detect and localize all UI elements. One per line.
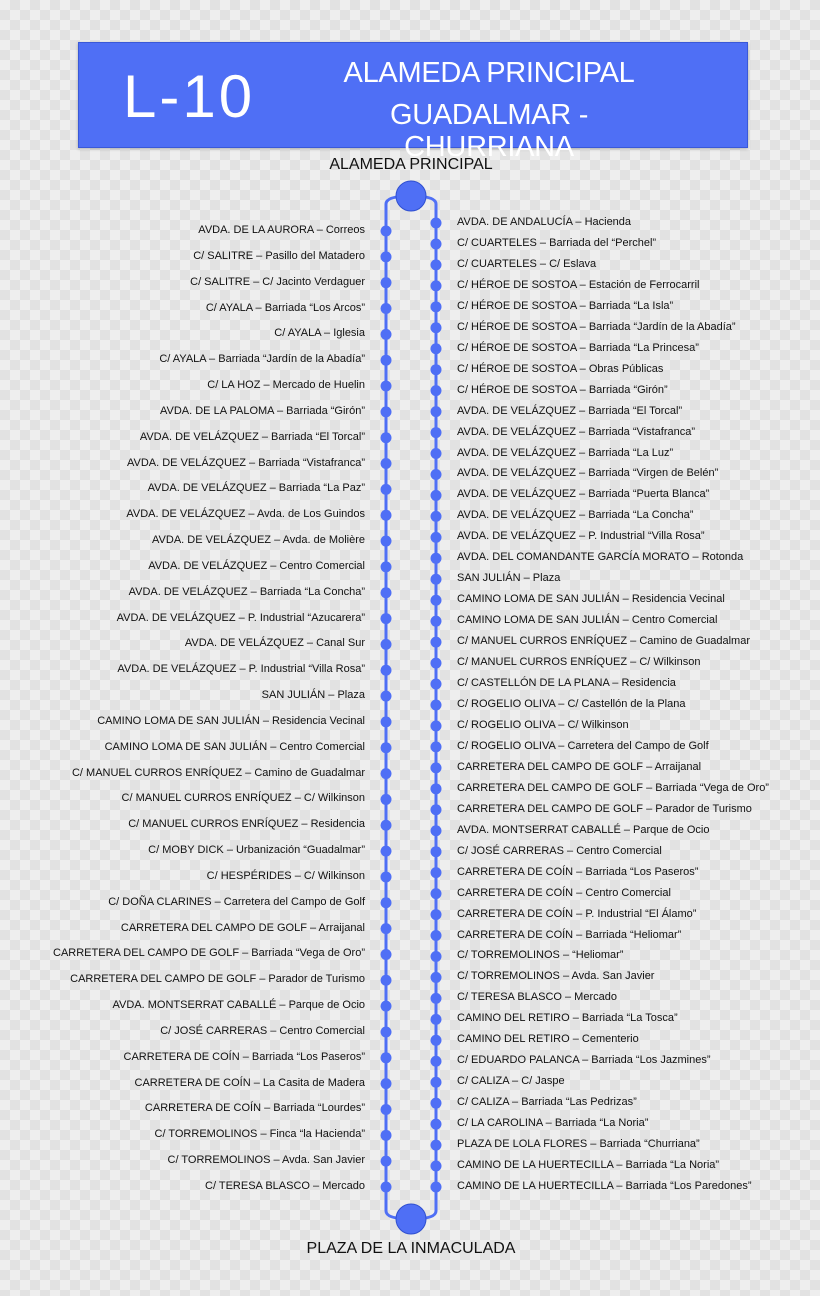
stop-label-left: SAN JULIÁN – Plaza (261, 689, 365, 702)
stop-label-right: AVDA. DE VELÁZQUEZ – Barriada “La Concha” (457, 509, 694, 522)
stop-marker-left (381, 561, 392, 572)
stop-marker-right (431, 1119, 442, 1130)
stop-marker-right (431, 616, 442, 627)
stop-label-left: CAMINO LOMA DE SAN JULIÁN – Centro Comercial (104, 740, 365, 753)
stop-label-right: C/ HÉROE DE SOSTOA – Estación de Ferrocarril (457, 278, 700, 291)
stop-marker-right (431, 1077, 442, 1088)
stop-marker-right (431, 720, 442, 731)
stop-label-left: CARRETERA DEL CAMPO DE GOLF – Arraijanal (120, 921, 365, 934)
stop-marker-left (381, 251, 392, 262)
stop-marker-right (431, 679, 442, 690)
stop-label-right: C/ CUARTELES – C/ Eslava (457, 257, 597, 270)
stop-label-right: C/ MANUEL CURROS ENRÍQUEZ – Camino de Guadalmar (457, 635, 751, 648)
stop-label-right: CARRETERA DEL CAMPO DE GOLF – Parador de Turismo (457, 802, 752, 815)
stops-right-list (457, 0, 797, 1296)
stop-label-left: CARRETERA DEL CAMPO DE GOLF – Parador de Turismo (70, 973, 365, 986)
stop-marker-right (431, 867, 442, 878)
stop-label-left: C/ MANUEL CURROS ENRÍQUEZ – Residencia (128, 818, 365, 831)
stop-label-right: C/ ROGELIO OLIVA – C/ Wilkinson (457, 718, 629, 731)
stop-marker-right (431, 532, 442, 543)
stop-marker-right (431, 846, 442, 857)
stop-label-left: C/ HESPÉRIDES – C/ Wilkinson (206, 869, 365, 882)
stop-marker-right (431, 427, 442, 438)
stop-label-right: C/ TERESA BLASCO – Mercado (457, 991, 617, 1004)
stop-label-right: C/ CUARTELES – Barriada del “Perchel” (457, 236, 657, 249)
stop-marker-left (381, 820, 392, 831)
stop-label-left: C/ JOSÉ CARRERAS – Centro Comercial (160, 1024, 365, 1037)
stop-label-left: CARRETERA DE COÍN – La Casita de Madera (134, 1076, 365, 1089)
stop-marker-left (381, 639, 392, 650)
stop-marker-right (431, 406, 442, 417)
stop-marker-right (431, 574, 442, 585)
stop-marker-left (381, 226, 392, 237)
stop-marker-right (431, 385, 442, 396)
stop-label-right: C/ ROGELIO OLIVA – Carretera del Campo de Golf (457, 739, 709, 752)
stop-label-right: C/ LA CAROLINA – Barriada “La Noria” (457, 1117, 649, 1130)
stop-label-left: CARRETERA DE COÍN – Barriada “Lourdes” (144, 1102, 365, 1115)
stop-label-right: C/ HÉROE DE SOSTOA – Barriada “Jardín de la Abadía” (457, 320, 736, 333)
stop-marker-right (431, 972, 442, 983)
stop-marker-right (431, 762, 442, 773)
stop-label-right: CAMINO LOMA DE SAN JULIÁN – Residencia Vecinal (457, 593, 725, 606)
stop-marker-right (431, 595, 442, 606)
terminus-end-marker (396, 1204, 426, 1234)
stop-marker-right (431, 658, 442, 669)
stop-label-left: AVDA. DE VELÁZQUEZ – Barriada “La Concha” (128, 585, 365, 598)
stop-marker-right (431, 909, 442, 920)
stop-label-left: C/ SALITRE – Pasillo del Matadero (193, 249, 365, 262)
stop-label-right: C/ HÉROE DE SOSTOA – Barriada “La Isla” (457, 299, 674, 312)
stop-marker-left (381, 277, 392, 288)
stop-marker-left (381, 949, 392, 960)
route-name-line-2: GUADALMAR - CHURRIANA (389, 99, 589, 163)
line-code: L-10 (123, 63, 256, 130)
stop-marker-right (431, 322, 442, 333)
stop-label-right: AVDA. DE VELÁZQUEZ – Barriada “Virgen de Belén” (457, 467, 719, 480)
stop-marker-right (431, 364, 442, 375)
stop-marker-left (381, 432, 392, 443)
stop-marker-left (381, 923, 392, 934)
stop-marker-left (381, 975, 392, 986)
stop-label-right: AVDA. DE VELÁZQUEZ – Barriada “Puerta Blanca” (457, 488, 710, 501)
stop-label-right: CAMINO DE LA HUERTECILLA – Barriada “La Noria” (457, 1159, 720, 1172)
stop-label-right: AVDA. DE ANDALUCÍA – Hacienda (457, 216, 632, 228)
stop-label-right: AVDA. DE VELÁZQUEZ – Barriada “El Torcal” (457, 404, 683, 417)
stop-label-right: AVDA. MONTSERRAT CABALLÉ – Parque de Ocio (457, 823, 710, 836)
stop-label-left: C/ TORREMOLINOS – Finca “la Hacienda” (154, 1128, 365, 1141)
stop-label-left: AVDA. DE LA AURORA – Correos (198, 224, 365, 236)
stop-marker-right (431, 1098, 442, 1109)
stop-label-left: AVDA. DE VELÁZQUEZ – Canal Sur (184, 637, 365, 650)
stop-label-left: C/ MANUEL CURROS ENRÍQUEZ – Camino de Guadalmar (71, 766, 365, 779)
stop-marker-right (431, 448, 442, 459)
stop-label-right: CARRETERA DE COÍN – Barriada “Los Paseros” (457, 865, 699, 878)
stop-marker-left (381, 1104, 392, 1115)
stop-label-right: C/ CASTELLÓN DE LA PLANA – Residencia (457, 677, 676, 690)
stop-label-left: CARRETERA DE COÍN – Barriada “Los Paseros” (123, 1050, 365, 1063)
stop-marker-left (381, 768, 392, 779)
stop-label-left: AVDA. DE VELÁZQUEZ – Centro Comercial (148, 559, 365, 572)
stop-label-right: C/ HÉROE DE SOSTOA – Barriada “La Princesa” (457, 341, 699, 354)
stop-marker-right (431, 1140, 442, 1151)
stop-label-right: AVDA. DE VELÁZQUEZ – P. Industrial “Villa Rosa” (457, 530, 705, 543)
stop-marker-left (381, 691, 392, 702)
stop-label-right: PLAZA DE LOLA FLORES – Barriada “Churriana” (457, 1138, 700, 1151)
stop-marker-right (431, 280, 442, 291)
stop-marker-right (431, 1014, 442, 1025)
stop-label-right: C/ EDUARDO PALANCA – Barriada “Los Jazmines” (457, 1054, 711, 1067)
route-name-line-1: ALAMEDA PRINCIPAL (343, 57, 635, 89)
stop-label-left: C/ MANUEL CURROS ENRÍQUEZ – C/ Wilkinson (121, 792, 365, 805)
stop-marker-left (381, 716, 392, 727)
stop-marker-left (381, 1026, 392, 1037)
stop-marker-right (431, 469, 442, 480)
stop-marker-right (431, 993, 442, 1004)
stop-label-left: AVDA. DE VELÁZQUEZ – P. Industrial “Villa Rosa” (117, 663, 365, 676)
stop-marker-left (381, 1078, 392, 1089)
stop-marker-right (431, 511, 442, 522)
stop-marker-left (381, 613, 392, 624)
stop-label-right: AVDA. DE VELÁZQUEZ – Barriada “La Luz” (457, 446, 674, 459)
stop-marker-right (431, 741, 442, 752)
stop-label-right: C/ HÉROE DE SOSTOA – Obras Públicas (457, 362, 664, 375)
stop-marker-left (381, 355, 392, 366)
stop-marker-right (431, 490, 442, 501)
route-line (386, 196, 436, 1219)
stop-label-left: AVDA. DE VELÁZQUEZ – Avda. de Molière (152, 534, 365, 547)
stop-marker-left (381, 329, 392, 340)
stop-marker-left (381, 1130, 392, 1141)
stop-label-left: CARRETERA DEL CAMPO DE GOLF – Barriada “Vega de Oro” (53, 947, 365, 960)
stop-label-right: CARRETERA DEL CAMPO DE GOLF – Arraijanal (457, 760, 702, 773)
stop-label-right: SAN JULIÁN – Plaza (457, 572, 561, 585)
stop-marker-left (381, 510, 392, 521)
stop-marker-left (381, 587, 392, 598)
stop-marker-left (381, 897, 392, 908)
stop-marker-left (381, 303, 392, 314)
stop-marker-right (431, 218, 442, 229)
stop-label-right: CAMINO DEL RETIRO – Barriada “La Tosca” (457, 1012, 678, 1025)
terminus-end: PLAZA DE LA INMACULADA (306, 1240, 516, 1257)
stop-label-left: C/ DOÑA CLARINES – Carretera del Campo de Golf (108, 895, 365, 908)
stop-label-right: CARRETERA DEL CAMPO DE GOLF – Barriada “Vega de Oro” (457, 781, 769, 794)
stop-marker-left (381, 742, 392, 753)
stop-marker-left (381, 871, 392, 882)
stop-label-left: C/ AYALA – Iglesia (274, 327, 365, 340)
stop-marker-left (381, 1001, 392, 1012)
stop-label-right: C/ CALIZA – Barriada “Las Pedrizas” (457, 1096, 637, 1109)
stop-label-right: CARRETERA DE COÍN – P. Industrial “El Álamo” (457, 907, 697, 920)
stop-label-left: C/ AYALA – Barriada “Jardín de la Abadía” (159, 353, 365, 366)
stop-label-left: AVDA. DE VELÁZQUEZ – Avda. de Los Guindos (126, 508, 365, 521)
stop-marker-left (381, 1156, 392, 1167)
stop-marker-right (431, 238, 442, 249)
stop-label-left: C/ AYALA – Barriada “Los Arcos” (205, 301, 365, 314)
stop-label-right: C/ JOSÉ CARRERAS – Centro Comercial (457, 844, 662, 857)
stop-marker-right (431, 825, 442, 836)
stop-marker-left (381, 1052, 392, 1063)
stop-label-right: C/ CALIZA – C/ Jaspe (457, 1075, 565, 1088)
stop-marker-right (431, 783, 442, 794)
stop-marker-left (381, 536, 392, 547)
stop-marker-left (381, 665, 392, 676)
stop-label-left: AVDA. DE VELÁZQUEZ – P. Industrial “Azucarera” (116, 611, 365, 624)
stop-marker-left (381, 458, 392, 469)
stop-label-left: C/ SALITRE – C/ Jacinto Verdaguer (190, 275, 365, 288)
stop-label-left: CAMINO LOMA DE SAN JULIÁN – Residencia Vecinal (97, 714, 365, 727)
stop-marker-left (381, 381, 392, 392)
stop-marker-right (431, 804, 442, 815)
terminus-start-marker (396, 181, 426, 211)
stops-left-list (0, 0, 365, 1296)
stop-label-left: AVDA. DE VELÁZQUEZ – Barriada “El Torcal” (139, 430, 365, 443)
stop-label-left: AVDA. MONTSERRAT CABALLÉ – Parque de Ocio (112, 999, 365, 1012)
stop-label-left: C/ MOBY DICK – Urbanización “Guadalmar” (148, 844, 365, 857)
stop-marker-left (381, 1182, 392, 1193)
stop-label-right: AVDA. DEL COMANDANTE GARCÍA MORATO – Rotonda (457, 551, 744, 564)
stop-marker-right (431, 1161, 442, 1172)
stop-label-right: C/ TORREMOLINOS – Avda. San Javier (457, 970, 655, 983)
stop-label-right: CAMINO DE LA HUERTECILLA – Barriada “Los Paredones” (457, 1180, 752, 1192)
stop-label-left: AVDA. DE LA PALOMA – Barriada “Girón” (159, 404, 365, 417)
stop-label-left: C/ LA HOZ – Mercado de Huelin (207, 379, 365, 392)
stop-label-left: AVDA. DE VELÁZQUEZ – Barriada “Vistafranca” (126, 456, 365, 469)
stop-marker-left (381, 406, 392, 417)
stop-label-left: C/ TORREMOLINOS – Avda. San Javier (167, 1154, 365, 1167)
stop-marker-right (431, 1182, 442, 1193)
stop-label-right: CARRETERA DE COÍN – Centro Comercial (457, 886, 671, 899)
stop-marker-right (431, 1056, 442, 1067)
stop-marker-right (431, 888, 442, 899)
stop-marker-right (431, 553, 442, 564)
stop-label-right: C/ HÉROE DE SOSTOA – Barriada “Girón” (457, 383, 668, 396)
stop-marker-left (381, 484, 392, 495)
stop-marker-right (431, 1035, 442, 1046)
stop-label-right: C/ MANUEL CURROS ENRÍQUEZ – C/ Wilkinson (457, 656, 701, 669)
stop-marker-left (381, 794, 392, 805)
stop-marker-right (431, 951, 442, 962)
stop-label-right: AVDA. DE VELÁZQUEZ – Barriada “Vistafranca” (457, 425, 696, 438)
stop-marker-right (431, 637, 442, 648)
stop-label-left: C/ TERESA BLASCO – Mercado (205, 1180, 365, 1192)
stop-marker-right (431, 259, 442, 270)
stop-label-right: CARRETERA DE COÍN – Barriada “Heliomar” (457, 928, 682, 941)
stop-label-right: CAMINO DEL RETIRO – Cementerio (457, 1033, 639, 1046)
stop-marker-right (431, 930, 442, 941)
stop-label-right: CAMINO LOMA DE SAN JULIÁN – Centro Comercial (457, 614, 718, 627)
stop-marker-right (431, 301, 442, 312)
stop-marker-right (431, 700, 442, 711)
stop-label-left: AVDA. DE VELÁZQUEZ – Barriada “La Paz” (147, 482, 365, 495)
stop-label-right: C/ TORREMOLINOS – “Heliomar” (457, 949, 624, 962)
stop-marker-left (381, 846, 392, 857)
stop-marker-right (431, 343, 442, 354)
stop-label-right: C/ ROGELIO OLIVA – C/ Castellón de la Plana (457, 698, 686, 710)
terminus-start: ALAMEDA PRINCIPAL (329, 156, 493, 173)
